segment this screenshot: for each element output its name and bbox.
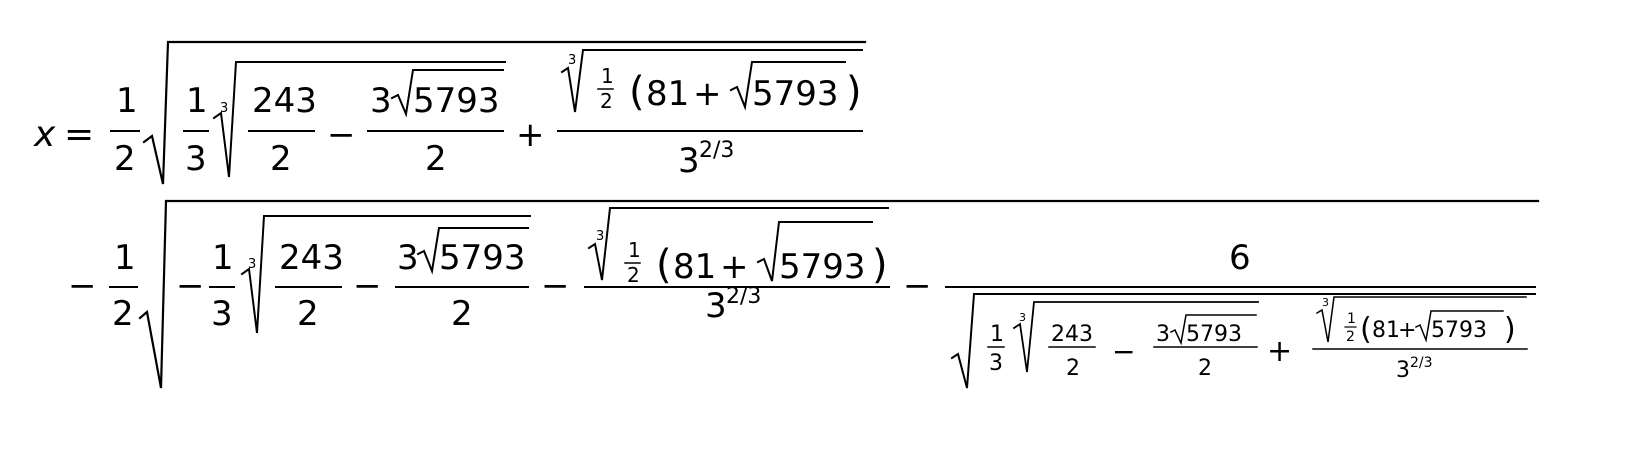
- half-numerator: 1: [601, 64, 614, 88]
- cube-root-index: 3: [248, 257, 257, 272]
- equation-line-1: [33, 42, 865, 184]
- minus-sign: −: [903, 266, 932, 306]
- cube-root-index: 3: [596, 229, 605, 244]
- exponent: 2/3: [699, 138, 735, 163]
- denominator: 2: [1066, 356, 1080, 381]
- numerator: 1: [990, 322, 1004, 347]
- numerator: 243: [279, 238, 344, 278]
- coefficient: 3: [397, 238, 419, 278]
- open-paren: (: [656, 242, 672, 288]
- close-paren: ): [872, 242, 888, 288]
- fraction-six-over-sqrt: [946, 238, 1535, 388]
- denominator: 2: [112, 294, 134, 334]
- numerator: 243: [1051, 322, 1093, 347]
- small-fraction-cbrt-over-3-pow: [1313, 296, 1527, 383]
- radicand: 5793: [413, 81, 500, 121]
- denominator: 2: [451, 294, 473, 334]
- minus-sign: −: [353, 266, 382, 306]
- half-denominator: 2: [627, 263, 640, 287]
- fraction-3sqrt5793-over-2: [368, 70, 503, 179]
- denominator-base: 3: [1396, 358, 1410, 383]
- radicand: 5793: [752, 74, 839, 114]
- denominator: 2: [1198, 356, 1212, 381]
- fraction-243-over-2: [249, 81, 317, 179]
- fraction-cbrt-over-3-pow: [585, 208, 889, 326]
- small-fraction-one-third: [988, 322, 1004, 376]
- half-numerator: 1: [1347, 311, 1356, 327]
- close-paren: ): [1504, 312, 1516, 347]
- plus-sign: +: [1398, 318, 1417, 343]
- numerator: 1: [114, 238, 136, 278]
- numerator: 1: [186, 81, 208, 121]
- coefficient: 3: [370, 81, 392, 121]
- denominator: 2: [114, 139, 136, 179]
- half-denominator: 2: [600, 89, 613, 113]
- coefficient: 3: [1156, 322, 1170, 347]
- eighty-one: 81: [1372, 318, 1400, 343]
- small-fraction-243-over-2: [1049, 322, 1095, 381]
- denominator: 2: [297, 294, 319, 334]
- eighty-one: 81: [673, 247, 717, 287]
- close-paren: ): [846, 69, 862, 115]
- radicand: 5793: [1186, 322, 1242, 347]
- fraction-one-half: [110, 238, 137, 334]
- eighty-one: 81: [646, 74, 690, 114]
- minus-sign: −: [327, 115, 356, 155]
- equals-sign: =: [64, 114, 95, 155]
- cube-root-index: 3: [568, 53, 577, 68]
- numerator: 1: [212, 238, 234, 278]
- fraction-cbrt-over-3-pow: [558, 50, 862, 181]
- radicand: 5793: [779, 247, 866, 287]
- fraction-243-over-2: [276, 238, 344, 334]
- variable-x: x: [34, 114, 56, 155]
- numerator: 6: [1229, 238, 1251, 278]
- exponent: 2/3: [1410, 355, 1433, 371]
- minus-sign: −: [541, 266, 570, 306]
- numerator: 243: [252, 81, 317, 121]
- half-denominator: 2: [1346, 329, 1355, 345]
- cube-root-index: 3: [1322, 296, 1329, 309]
- denominator: 2: [270, 139, 292, 179]
- equation-line-2: [68, 201, 1538, 388]
- denominator: 3: [185, 139, 207, 179]
- fraction-one-third: [210, 238, 234, 334]
- plus-sign: +: [1267, 334, 1293, 369]
- minus-sign: −: [68, 266, 97, 306]
- minus-sign: −: [176, 266, 205, 306]
- fraction-3sqrt5793-over-2: [396, 228, 528, 334]
- denominator-base: 3: [678, 141, 700, 181]
- radicand: 5793: [439, 238, 526, 278]
- cube-root-index: 3: [220, 101, 229, 116]
- fraction-one-half: [111, 81, 139, 179]
- denominator: 2: [425, 139, 447, 179]
- half-numerator: 1: [628, 238, 641, 262]
- denominator-base: 3: [705, 286, 727, 326]
- small-fraction-3sqrt5793-over-2: [1154, 315, 1257, 381]
- fraction-one-third: [184, 81, 208, 179]
- exponent: 2/3: [726, 284, 762, 309]
- cube-root-index: 3: [1019, 311, 1026, 324]
- denominator: 3: [211, 294, 233, 334]
- open-paren: (: [1360, 312, 1372, 347]
- plus-sign: +: [516, 115, 545, 155]
- plus-sign: +: [720, 247, 749, 287]
- radicand: 5793: [1431, 318, 1487, 343]
- numerator: 1: [116, 81, 138, 121]
- open-paren: (: [629, 69, 645, 115]
- plus-sign: +: [693, 74, 722, 114]
- minus-sign: −: [1112, 335, 1136, 368]
- denominator: 3: [989, 351, 1003, 376]
